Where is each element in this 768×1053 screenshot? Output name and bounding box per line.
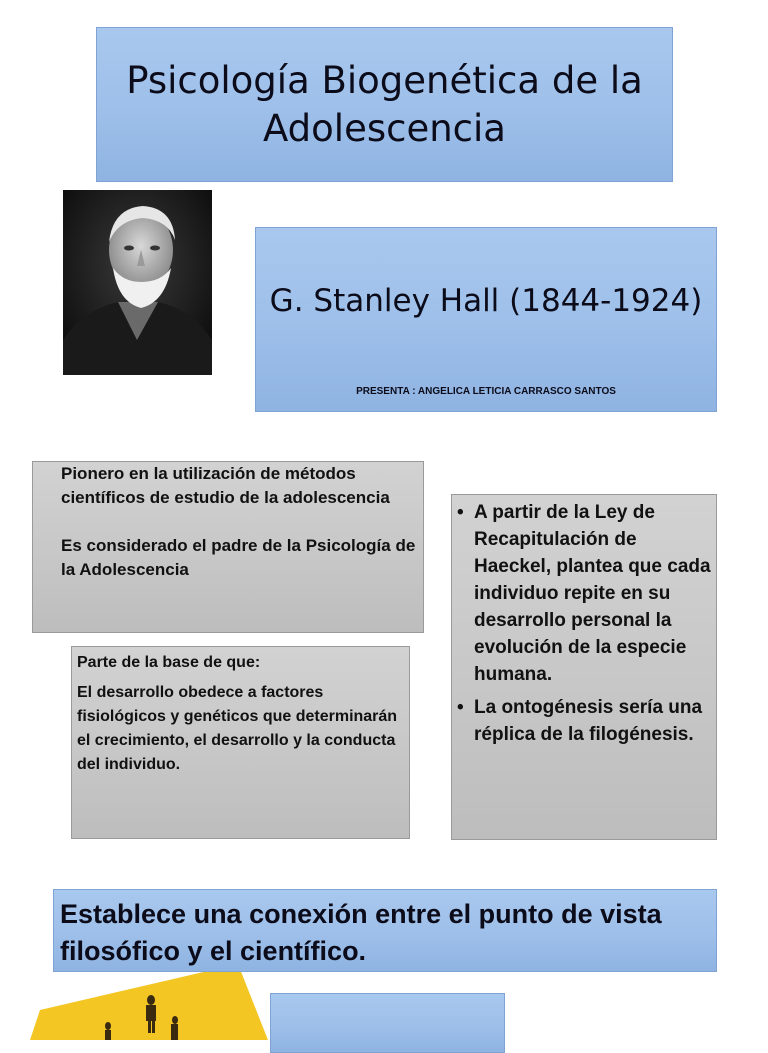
connection-text: Establece una conexión entre el punto de vista filosófico y el científico.	[60, 899, 662, 966]
portrait-image	[63, 190, 212, 375]
title-box	[96, 27, 673, 182]
bullet-text: A partir de la Ley de Recapitulación de Haeckel, plantea que cada individuo repite en su desarrollo personal la evolución de la especie humana.	[474, 502, 711, 685]
slide-title: Psicología Biogenética de la Adolescencia	[126, 58, 643, 150]
premise-heading: Parte de la base de que:	[77, 654, 261, 671]
bullet-icon: •	[457, 502, 464, 523]
bullet-icon: •	[457, 697, 464, 718]
bullet-list	[455, 499, 712, 748]
connection-box	[53, 889, 717, 972]
yellow-image	[0, 960, 270, 1040]
presenter-line: PRESENTA : ANGELICA LETICIA CARRASCO SANTOS	[356, 386, 616, 397]
portrait-icon	[63, 190, 212, 375]
author-name: G. Stanley Hall (1844-1924)	[269, 283, 703, 319]
bullet-text: La ontogénesis sería una réplica de la filogénesis.	[474, 697, 703, 745]
recapitulation-box	[451, 494, 717, 840]
bullet-item	[455, 499, 712, 688]
bullet-item	[455, 694, 712, 748]
pioneer-text: Pionero en la utilización de métodos científicos de estudio de la adolescencia	[61, 464, 390, 507]
yellow-illustration-icon	[0, 960, 270, 1040]
name-box	[255, 227, 717, 412]
father-text: Es considerado el padre de la Psicología de la Adolescencia	[61, 536, 416, 579]
pioneer-box	[32, 461, 424, 633]
premise-box	[71, 646, 410, 839]
premise-body: El desarrollo obedece a factores fisiológicos y genéticos que determinarán el crecimiento, el desarrollo y la conducta del individuo.	[77, 684, 398, 773]
bottom-box	[270, 993, 505, 1053]
